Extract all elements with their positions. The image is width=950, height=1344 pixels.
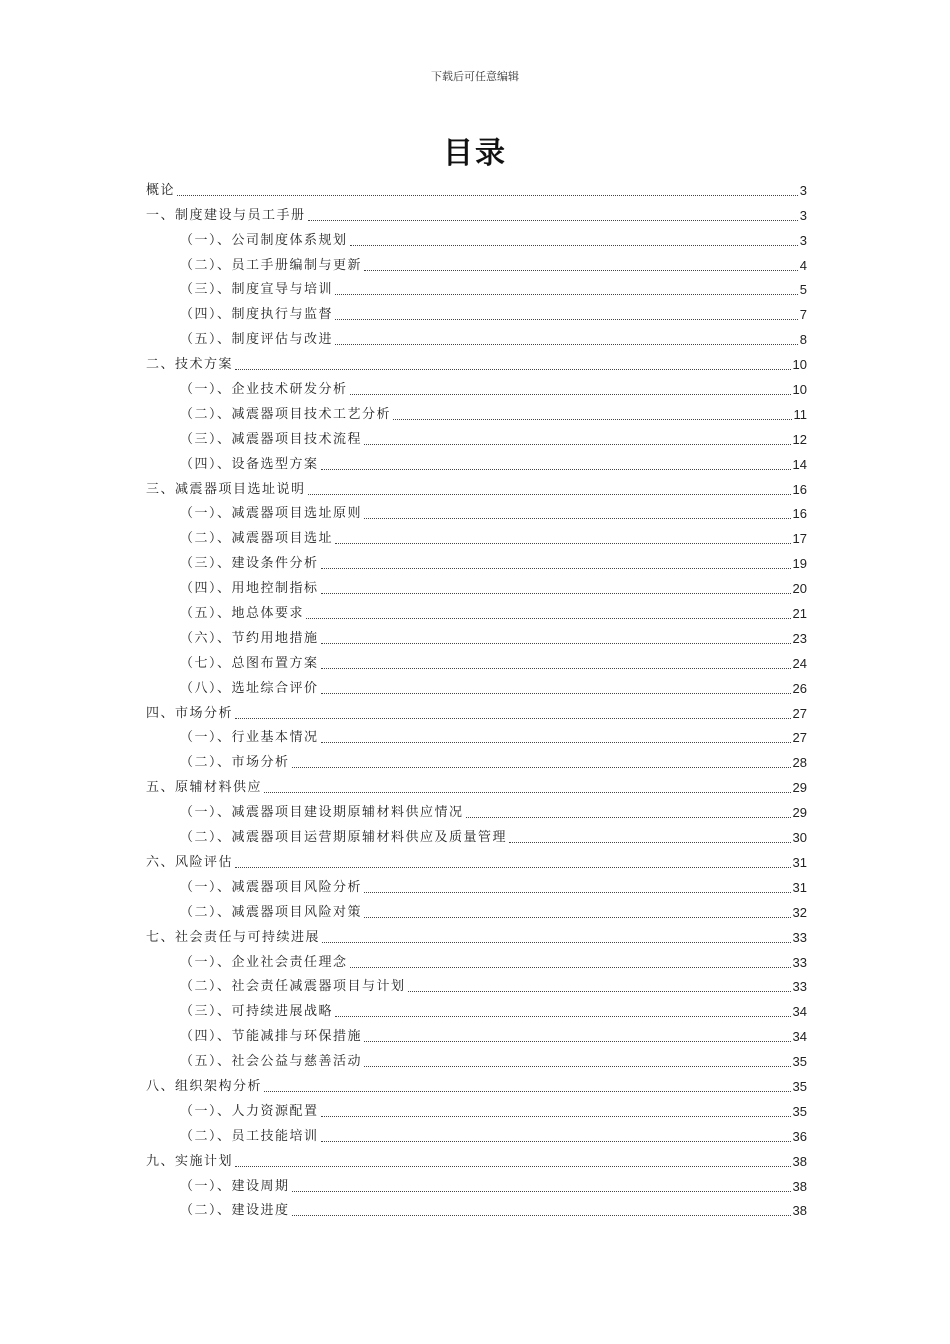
- toc-entry[interactable]: [146, 275, 807, 300]
- dot-leader: [322, 941, 791, 943]
- dot-leader: [364, 269, 798, 271]
- toc-entry-page: 38: [792, 1178, 807, 1194]
- toc-entry[interactable]: [146, 349, 807, 374]
- dot-leader: [292, 766, 791, 768]
- toc-entry-label: （二）、减震器项目选址: [180, 531, 334, 547]
- dot-leader: [364, 1040, 791, 1042]
- toc-entry-label: （四）、设备选型方案: [180, 456, 319, 472]
- toc-entry[interactable]: [146, 897, 807, 922]
- toc-entry-page: 17: [792, 531, 807, 547]
- toc-entry-label: （一）、减震器项目选址原则: [180, 506, 363, 522]
- dot-leader: [393, 418, 791, 420]
- toc-entry-label: 一、制度建设与员工手册: [146, 207, 306, 223]
- toc-entry-page: 11: [793, 406, 807, 422]
- toc-entry-page: 3: [799, 182, 807, 198]
- toc-entry[interactable]: [146, 1121, 807, 1146]
- dot-leader: [177, 194, 798, 196]
- toc-entry-label: （三）、减震器项目技术流程: [180, 431, 363, 447]
- toc-entry-label: （五）、地总体要求: [180, 606, 305, 622]
- toc-entry-label: 八、组织架构分析: [146, 1078, 263, 1094]
- dot-leader: [321, 741, 791, 743]
- toc-entry[interactable]: [146, 200, 807, 225]
- dot-leader: [235, 1165, 791, 1167]
- toc-entry-page: 26: [792, 680, 807, 696]
- toc-entry[interactable]: [146, 1071, 807, 1096]
- toc-entry-page: 16: [792, 481, 807, 497]
- toc-entry-label: （一）、减震器项目建设期原辅材料供应情况: [180, 805, 464, 821]
- toc-entry-label: （二）、员工技能培训: [180, 1128, 319, 1144]
- toc-entry-page: 12: [792, 431, 807, 447]
- toc-entry[interactable]: [146, 623, 807, 648]
- toc-entry[interactable]: [146, 324, 807, 349]
- toc-entry-label: （四）、节能减排与环保措施: [180, 1029, 363, 1045]
- toc-entry-label: （一）、减震器项目风险分析: [180, 879, 363, 895]
- toc-entry[interactable]: [146, 499, 807, 524]
- dot-leader: [466, 816, 791, 818]
- toc-entry-page: 30: [792, 830, 807, 846]
- dot-leader: [364, 443, 791, 445]
- toc-entry-label: 九、实施计划: [146, 1153, 234, 1169]
- dot-leader: [235, 368, 791, 370]
- toc-entry[interactable]: [146, 1021, 807, 1046]
- toc-entry-page: 14: [792, 456, 807, 472]
- toc-entry-page: 7: [799, 307, 807, 323]
- toc-entry-label: 四、市场分析: [146, 705, 234, 721]
- toc-entry[interactable]: [146, 299, 807, 324]
- dot-leader: [335, 318, 798, 320]
- toc-entry[interactable]: [146, 449, 807, 474]
- toc-entry-label: （三）、制度宣导与培训: [180, 282, 334, 298]
- toc-entry-page: 28: [792, 755, 807, 771]
- toc-entry-label: （六）、节约用地措施: [180, 630, 319, 646]
- toc-entry-label: （七）、总图布置方案: [180, 655, 319, 671]
- toc-entry[interactable]: [146, 947, 807, 972]
- table-of-contents: [146, 175, 807, 1220]
- dot-leader: [308, 493, 791, 495]
- toc-entry-label: 七、社会责任与可持续进展: [146, 929, 321, 945]
- toc-entry-label: （二）、减震器项目风险对策: [180, 904, 363, 920]
- toc-entry-page: 35: [792, 1103, 807, 1119]
- toc-entry-page: 31: [792, 854, 807, 870]
- dot-leader: [292, 1214, 791, 1216]
- toc-entry-page: 10: [792, 382, 807, 398]
- toc-entry-page: 21: [792, 606, 807, 622]
- toc-entry-page: 29: [792, 805, 807, 821]
- toc-entry-page: 29: [792, 780, 807, 796]
- toc-entry[interactable]: [146, 922, 807, 947]
- dot-leader: [235, 717, 791, 719]
- toc-entry-page: 33: [792, 979, 807, 995]
- toc-entry[interactable]: [146, 747, 807, 772]
- toc-entry-page: 32: [792, 904, 807, 920]
- toc-entry-page: 36: [792, 1128, 807, 1144]
- toc-entry-page: 35: [792, 1078, 807, 1094]
- toc-entry-page: 34: [792, 1004, 807, 1020]
- toc-entry[interactable]: [146, 1046, 807, 1071]
- toc-entry[interactable]: [146, 474, 807, 499]
- toc-entry[interactable]: [146, 548, 807, 573]
- toc-entry[interactable]: [146, 1196, 807, 1221]
- toc-entry[interactable]: [146, 872, 807, 897]
- dot-leader: [321, 1140, 791, 1142]
- toc-entry-label: 三、减震器项目选址说明: [146, 481, 306, 497]
- toc-entry-label: （一）、企业社会责任理念: [180, 954, 348, 970]
- dot-leader: [264, 791, 791, 793]
- dot-leader: [364, 517, 791, 519]
- toc-entry-page: 3: [799, 207, 807, 223]
- toc-entry[interactable]: [146, 797, 807, 822]
- toc-entry[interactable]: [146, 523, 807, 548]
- toc-entry-label: （五）、制度评估与改进: [180, 332, 334, 348]
- header-note: 下载后可任意编辑: [431, 70, 519, 83]
- dot-leader: [306, 617, 791, 619]
- dot-leader: [235, 866, 791, 868]
- dot-leader: [350, 966, 791, 968]
- toc-entry[interactable]: [146, 972, 807, 997]
- toc-entry[interactable]: [146, 424, 807, 449]
- toc-entry-page: 19: [792, 556, 807, 572]
- toc-entry[interactable]: [146, 648, 807, 673]
- toc-entry[interactable]: [146, 822, 807, 847]
- dot-leader: [321, 592, 791, 594]
- toc-entry[interactable]: [146, 1096, 807, 1121]
- toc-entry-label: （二）、建设进度: [180, 1203, 290, 1219]
- toc-entry-page: 8: [799, 332, 807, 348]
- dot-leader: [364, 1065, 791, 1067]
- dot-leader: [321, 468, 791, 470]
- toc-entry[interactable]: [146, 374, 807, 399]
- dot-leader: [350, 244, 798, 246]
- toc-entry-label: （八）、选址综合评价: [180, 680, 319, 696]
- dot-leader: [364, 916, 791, 918]
- toc-entry-page: 4: [799, 257, 807, 273]
- toc-entry[interactable]: [146, 573, 807, 598]
- toc-entry-label: 五、原辅材料供应: [146, 780, 263, 796]
- toc-entry-page: 31: [792, 879, 807, 895]
- toc-entry-label: （四）、制度执行与监督: [180, 307, 334, 323]
- toc-entry-page: 35: [792, 1054, 807, 1070]
- toc-entry-page: 38: [792, 1203, 807, 1219]
- toc-entry-label: （二）、社会责任减震器项目与计划: [180, 979, 406, 995]
- toc-entry-page: 27: [792, 730, 807, 746]
- toc-entry-label: 二、技术方案: [146, 357, 234, 373]
- toc-entry[interactable]: [146, 673, 807, 698]
- toc-entry[interactable]: [146, 996, 807, 1021]
- toc-entry[interactable]: [146, 1171, 807, 1196]
- dot-leader: [321, 567, 791, 569]
- toc-entry[interactable]: [146, 847, 807, 872]
- toc-entry-page: 23: [792, 630, 807, 646]
- toc-entry-label: 概论: [146, 182, 176, 198]
- toc-entry[interactable]: [146, 1146, 807, 1171]
- toc-entry-label: （一）、建设周期: [180, 1178, 290, 1194]
- toc-entry[interactable]: [146, 772, 807, 797]
- dot-leader: [321, 692, 791, 694]
- toc-entry-label: （四）、用地控制指标: [180, 581, 319, 597]
- dot-leader: [408, 990, 791, 992]
- dot-leader: [321, 1115, 791, 1117]
- toc-entry-label: （一）、公司制度体系规划: [180, 232, 348, 248]
- dot-leader: [292, 1190, 791, 1192]
- toc-entry-page: 24: [792, 655, 807, 671]
- dot-leader: [509, 841, 791, 843]
- toc-entry-label: （一）、人力资源配置: [180, 1103, 319, 1119]
- toc-entry-label: （二）、减震器项目技术工艺分析: [180, 406, 392, 422]
- toc-entry-label: （二）、减震器项目运营期原辅材料供应及质量管理: [180, 830, 508, 846]
- toc-entry[interactable]: [146, 175, 807, 200]
- dot-leader: [321, 642, 791, 644]
- dot-leader: [308, 219, 798, 221]
- dot-leader: [321, 667, 791, 669]
- toc-entry-page: 5: [799, 282, 807, 298]
- toc-entry[interactable]: [146, 225, 807, 250]
- dot-leader: [364, 891, 791, 893]
- toc-entry-page: 33: [792, 929, 807, 945]
- dot-leader: [335, 1015, 791, 1017]
- toc-entry-label: （五）、社会公益与慈善活动: [180, 1054, 363, 1070]
- toc-entry-label: （一）、行业基本情况: [180, 730, 319, 746]
- toc-entry-label: （二）、市场分析: [180, 755, 290, 771]
- toc-entry-label: （一）、企业技术研发分析: [180, 382, 348, 398]
- dot-leader: [335, 343, 798, 345]
- dot-leader: [350, 393, 791, 395]
- toc-entry-page: 34: [792, 1029, 807, 1045]
- toc-entry[interactable]: [146, 698, 807, 723]
- toc-entry[interactable]: [146, 598, 807, 623]
- toc-entry-label: （三）、可持续进展战略: [180, 1004, 334, 1020]
- toc-entry[interactable]: [146, 723, 807, 748]
- toc-entry-page: 20: [792, 581, 807, 597]
- toc-title: 目录: [443, 136, 507, 171]
- dot-leader: [264, 1090, 791, 1092]
- toc-entry-page: 38: [792, 1153, 807, 1169]
- toc-entry-page: 16: [792, 506, 807, 522]
- toc-entry-page: 27: [792, 705, 807, 721]
- dot-leader: [335, 293, 798, 295]
- toc-entry-page: 10: [792, 357, 807, 373]
- toc-entry-label: 六、风险评估: [146, 854, 234, 870]
- toc-entry-label: （二）、员工手册编制与更新: [180, 257, 363, 273]
- toc-entry[interactable]: [146, 399, 807, 424]
- dot-leader: [335, 542, 791, 544]
- toc-entry[interactable]: [146, 250, 807, 275]
- toc-entry-label: （三）、建设条件分析: [180, 556, 319, 572]
- toc-entry-page: 33: [792, 954, 807, 970]
- toc-entry-page: 3: [799, 232, 807, 248]
